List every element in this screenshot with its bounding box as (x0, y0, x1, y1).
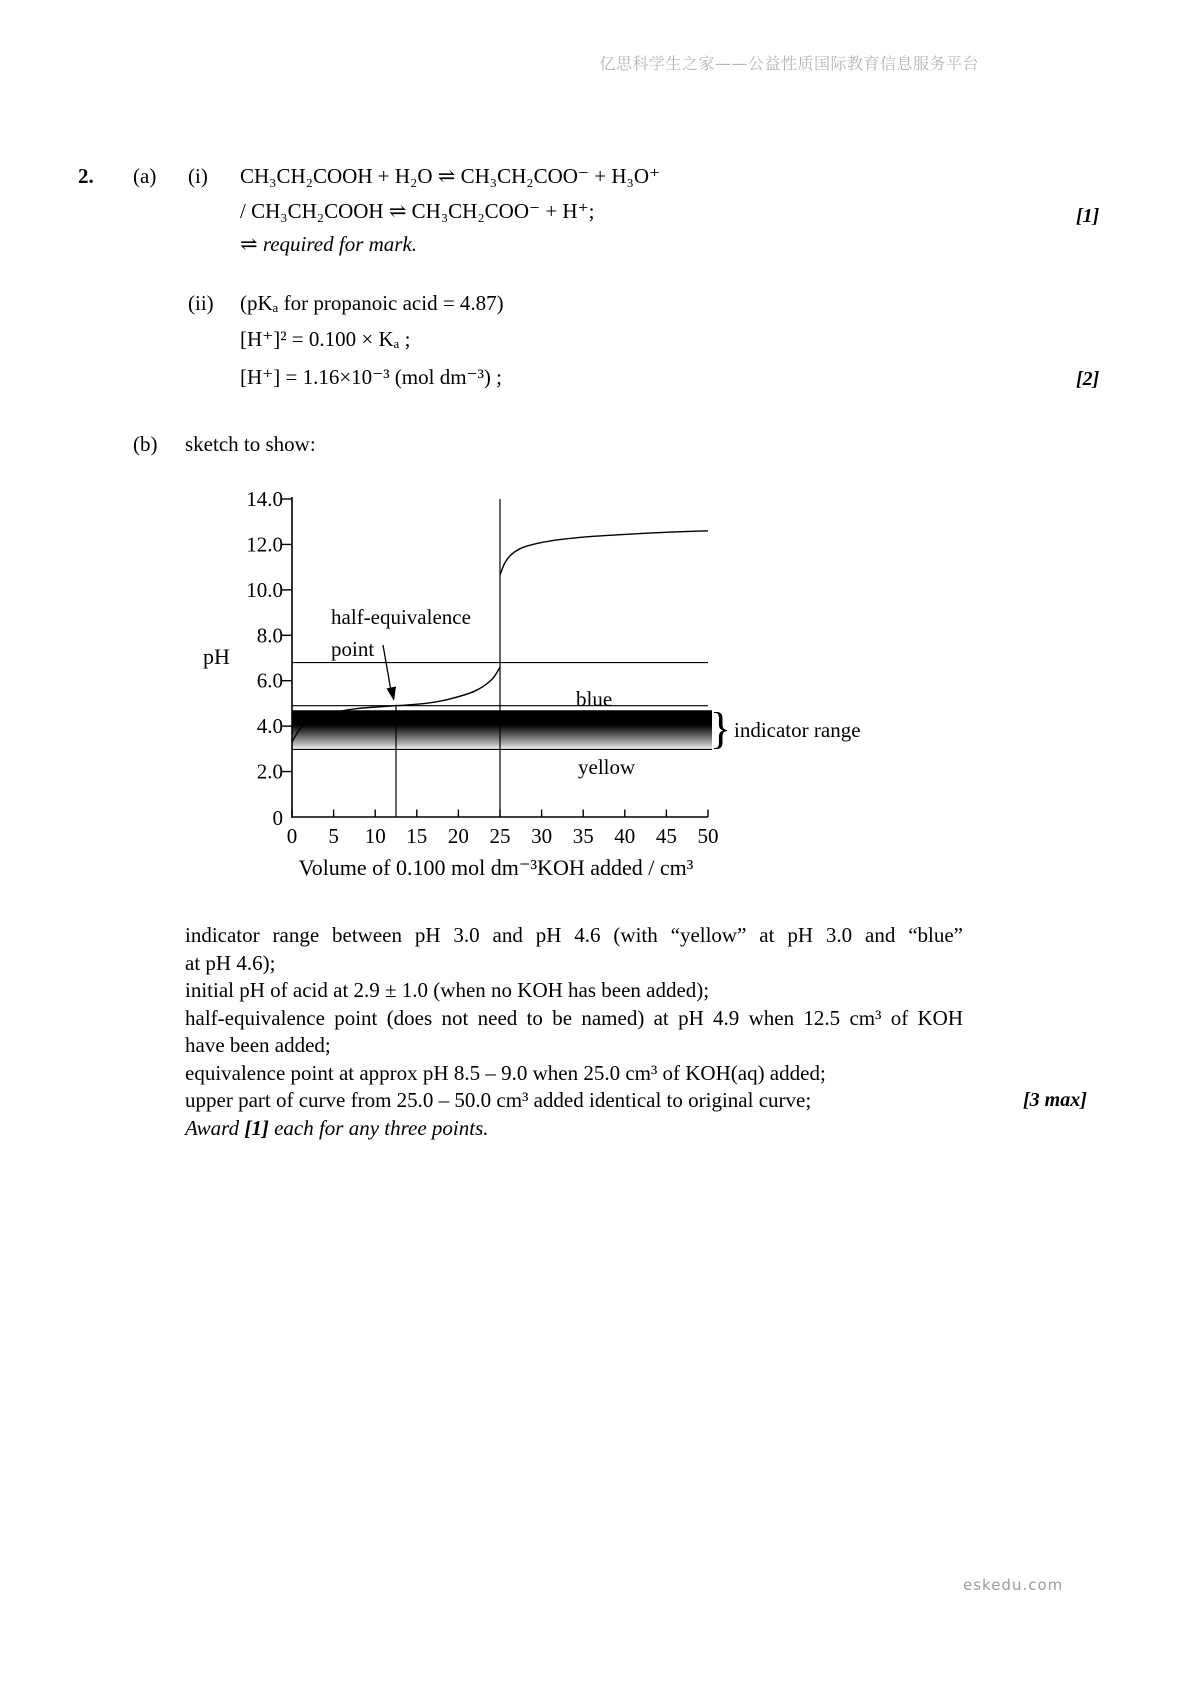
half-equivalence-arrow-line (383, 645, 391, 691)
equilibrium-note: ⇌ required for mark. (240, 232, 418, 256)
marks-a-ii: [2] (1076, 368, 1100, 390)
award-suffix: each for any three points. (268, 1115, 489, 1140)
item-ii-label: (ii) (188, 291, 214, 315)
working-line-2: [H⁺] = 1.16×10⁻³ (mol dm⁻³) ; (240, 365, 503, 389)
blue-label: blue (576, 687, 613, 711)
x-tick-label: 10 (364, 824, 386, 848)
marking-point-line: upper part of curve from 25.0 – 50.0 cm³ added identical to original curve; (185, 1088, 812, 1112)
titration-curve-upper (500, 531, 708, 575)
equation-alt: / CH₃CH₂COOH ⇌ CH₃CH₂COO⁻ + H⁺; (240, 199, 595, 223)
y-tick-label: 8.0 (256, 623, 283, 648)
y-axis-title: pH (203, 644, 230, 669)
y-tick-label: 12.0 (246, 532, 283, 557)
award-prefix: Award (185, 1115, 245, 1140)
marking-point-line: equivalence point at approx pH 8.5 – 9.0 when 25.0 cm³ of KOH(aq) added; (185, 1060, 826, 1085)
indicator-range-label: indicator range (734, 718, 861, 742)
x-tick-label: 45 (655, 824, 677, 848)
half-equivalence-label-line2: point (331, 637, 375, 661)
marking-point-line: at pH 4.6); (185, 950, 276, 975)
marking-point-line: indicator range between pH 3.0 and pH 4.6 (with “yellow” at pH 3.0 and “blue” (185, 923, 963, 947)
x-tick-label: 0 (286, 824, 298, 848)
y-tick-label: 0 (272, 806, 283, 830)
part-b-intro: sketch to show: (185, 432, 316, 456)
marking-point-line: half-equivalence point (does not need to be named) at pH 4.9 when 12.5 cm³ of KOH (185, 1005, 963, 1030)
working-line-1: [H⁺]² = 0.100 × Kₐ ; (240, 327, 411, 351)
award-mark: [1] (244, 1115, 269, 1140)
yellow-label: yellow (578, 755, 636, 779)
part-a-label: (a) (133, 164, 157, 188)
x-tick-label: 50 (697, 824, 719, 848)
part-b-label: (b) (133, 432, 158, 456)
y-tick-label: 2.0 (256, 759, 283, 784)
award-note (185, 1115, 963, 1143)
y-tick-label: 14.0 (246, 487, 283, 512)
x-tick-label: 15 (406, 824, 428, 848)
indicator-range-brace: } (710, 704, 732, 753)
indicator-band (292, 710, 712, 749)
question-number: 2. (78, 164, 94, 188)
footer-site-link: eskedu.com (963, 1576, 1064, 1594)
x-tick-label: 20 (447, 824, 469, 848)
half-equivalence-label-line1: half-equivalence (331, 605, 471, 629)
marks-a-i: [1] (1076, 205, 1100, 227)
y-tick-label: 4.0 (256, 714, 283, 739)
item-i-label: (i) (188, 164, 208, 188)
header-site-note: 亿思科学生之家——公益性质国际教育信息服务平台 (599, 54, 979, 73)
marking-point-line: have been added; (185, 1033, 331, 1057)
marks-b: [3 max] (1023, 1089, 1087, 1111)
marking-point-line: initial pH of acid at 2.9 ± 1.0 (when no KOH has been added); (185, 978, 710, 1002)
x-axis-title: Volume of 0.100 mol dm⁻³KOH added / cm³ (298, 855, 694, 880)
y-tick-label: 10.0 (246, 577, 283, 602)
pka-given: (pKₐ for propanoic acid = 4.87) (240, 291, 504, 315)
x-tick-label: 30 (531, 824, 553, 848)
x-tick-label: 35 (572, 824, 594, 848)
half-equivalence-arrowhead (387, 687, 397, 702)
titration-graph (185, 452, 885, 884)
x-tick-label: 5 (328, 824, 339, 848)
equation-main: CH₃CH₂COOH + H₂O ⇌ CH₃CH₂COO⁻ + H₃O⁺ (240, 164, 661, 188)
y-tick-label: 6.0 (256, 668, 283, 693)
marking-points-block (185, 922, 963, 1142)
x-tick-label: 40 (614, 824, 636, 848)
x-tick-label: 25 (489, 824, 511, 848)
